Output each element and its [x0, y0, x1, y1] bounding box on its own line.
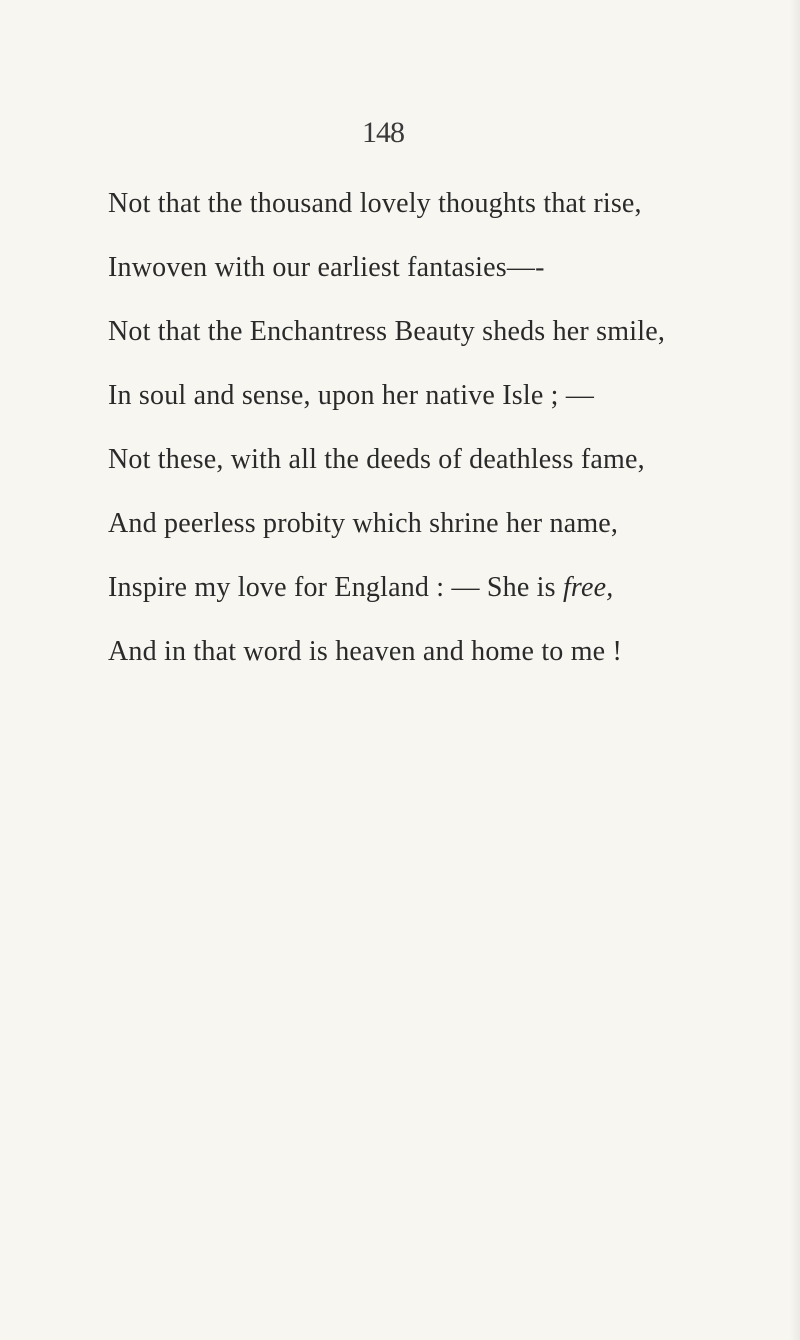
poem-line: Not that the Enchantress Beauty sheds her smile,: [108, 316, 666, 347]
poem-stanza: [108, 172, 748, 684]
page-number: 148: [362, 116, 404, 149]
poem-line: Not that the thousand lovely thoughts that rise,: [108, 188, 642, 219]
poem-line: Not these, with all the deeds of deathless fame,: [108, 444, 645, 475]
page-edge-shadow: [790, 0, 800, 1340]
poem-line-text: Inspire my love for England : — She is: [108, 572, 563, 603]
poem-line: And peerless probity which shrine her name,: [108, 508, 619, 539]
poem-line: In soul and sense, upon her native Isle ; —: [108, 380, 595, 411]
poem-line: Inwoven with our earliest fantasies—-: [108, 252, 545, 283]
poem-line: And in that word is heaven and home to me !: [108, 636, 623, 667]
poem-line: [108, 556, 748, 620]
emphasized-word: free,: [562, 572, 614, 603]
